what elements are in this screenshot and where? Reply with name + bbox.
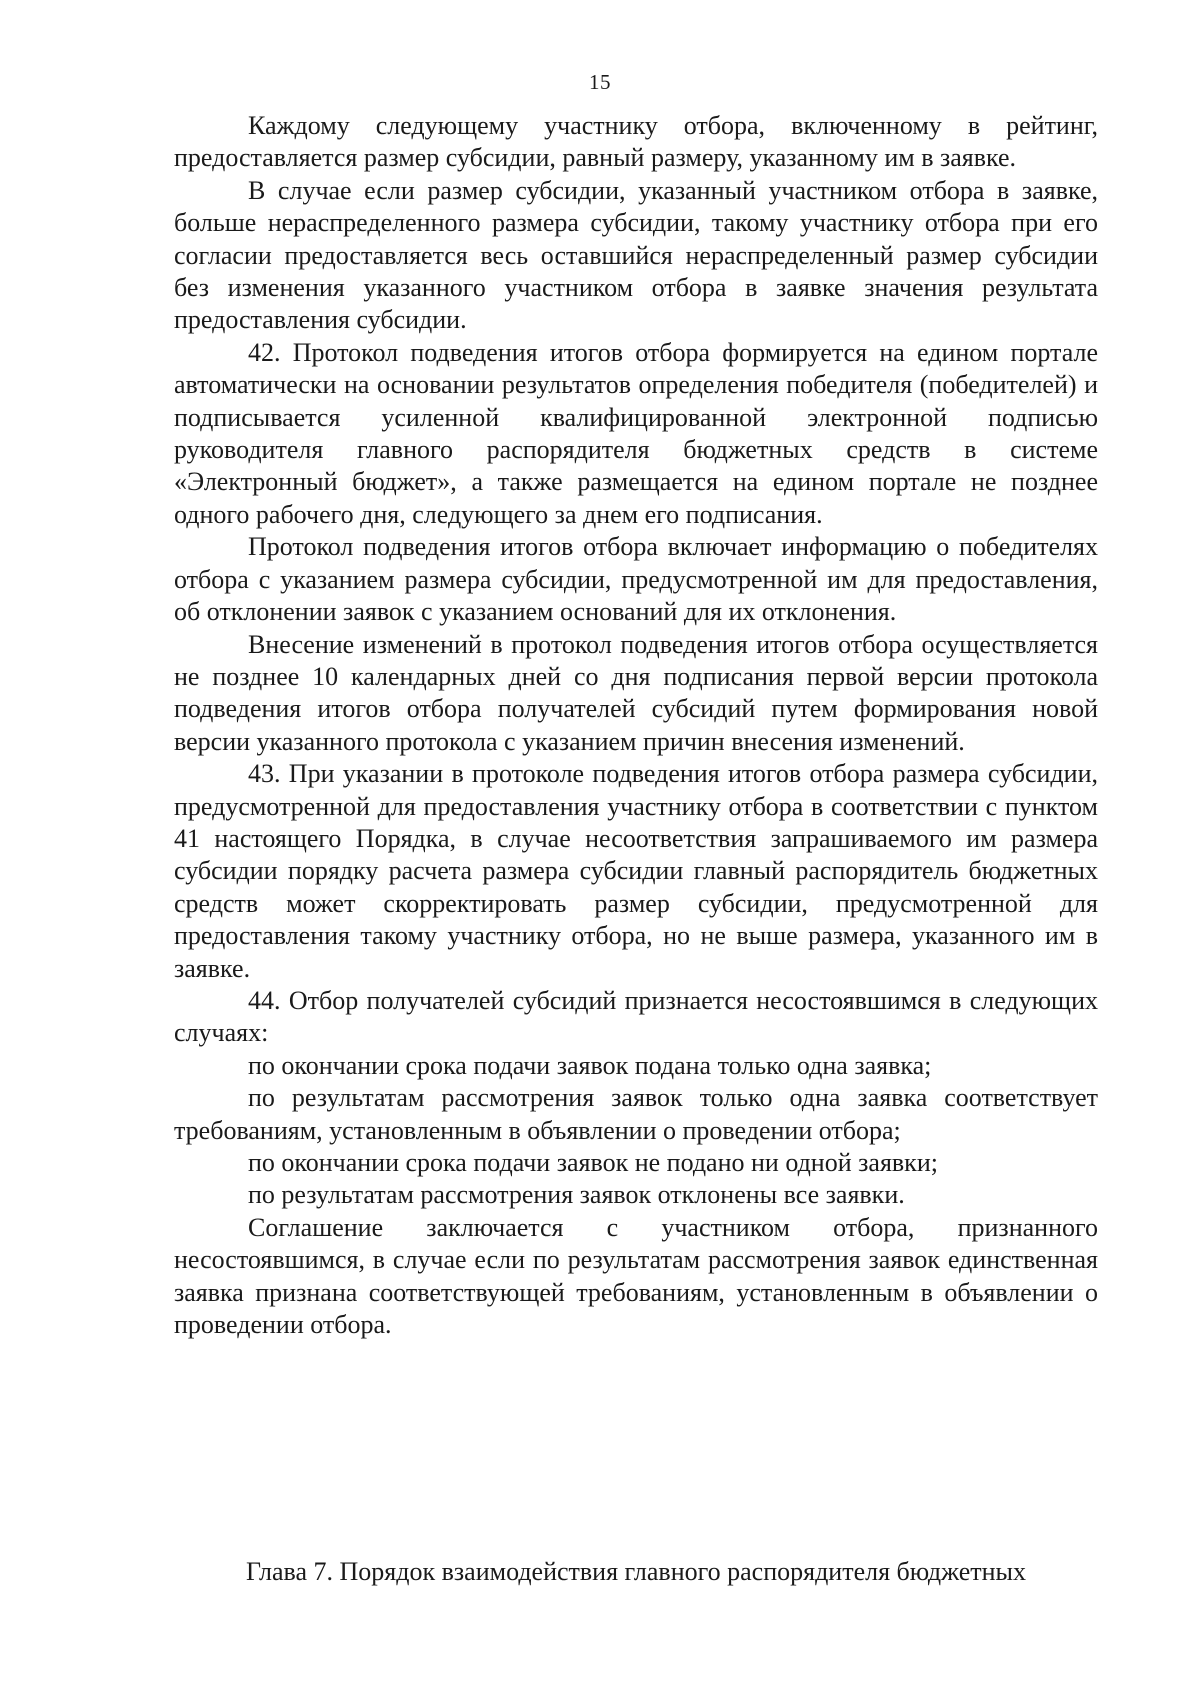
list-item: по окончании срока подачи заявок подана только одна заявка; — [248, 1050, 932, 1080]
paragraph: 43. При указании в протоколе подведения итогов отбора размера субсидии, предусмотренной для предоставления участнику отбора в соответствии с пунктом 41 настоящего Порядка, в случае несоответствия запрашиваемого им размера субсидии порядку расчета размера субсидии главный распорядитель бюджетных средств может скорректировать размер субсидии, предусмотренной для предоставления такому участнику отбора, но не выше размера, указанного им в заявке. — [174, 759, 1098, 983]
paragraph: В случае если размер субсидии, указанный участником отбора в заявке, больше нераспределенного размера субсидии, такому участнику отбора при его согласии предоставляется весь оставшийся нераспределенный размер субсидии без изменения указанного участником отбора в заявке значения результата предоставления субсидии. — [174, 175, 1098, 335]
page-number: 15 — [589, 70, 611, 94]
chapter-heading: Глава 7. Порядок взаимодействия главного распорядителя бюджетных — [245, 1557, 1027, 1586]
paragraph: Соглашение заключается с участником отбора, признанного несостоявшимся, в случае если по результатам рассмотрения заявок единственная заявка признана соответствующей требованиям, установленным в объявлении о проведении отбора. — [174, 1212, 1098, 1340]
paragraph: Протокол подведения итогов отбора включает информацию о победителях отбора с указанием размера субсидии, предусмотренной им для предоставления, об отклонении заявок с указанием оснований для их отклонения. — [174, 532, 1098, 627]
paragraph: Каждому следующему участнику отбора, включенному в рейтинг, предоставляется размер субсидии, равный размеру, указанному им в заявке. — [174, 111, 1098, 173]
list-item: по результатам рассмотрения заявок только одна заявка соответствует требованиям, установленным в объявлении о проведении отбора; — [174, 1083, 1098, 1145]
paragraph: 42. Протокол подведения итогов отбора формируется на едином портале автоматически на основании результатов определения победителя (победителей) и подписывается усиленной квалифицированной электронной подписью руководителя главного распорядителя бюджетных средств в системе «Электронный бюджет», а также размещается на едином портале не позднее одного рабочего дня, следующего за днем его подписания. — [174, 337, 1098, 529]
list-item: по результатам рассмотрения заявок отклонены все заявки. — [248, 1180, 905, 1210]
document-body — [174, 110, 1098, 1341]
paragraph: Внесение изменений в протокол подведения итогов отбора осуществляется не позднее 10 календарных дней со дня подписания первой версии протокола подведения итогов отбора получателей субсидий путем формирования новой версии указанного протокола с указанием причин внесения изменений. — [174, 629, 1098, 756]
paragraph: 44. Отбор получателей субсидий признается несостоявшимся в следующих случаях: — [174, 985, 1098, 1048]
list-item: по окончании срока подачи заявок не подано ни одной заявки; — [248, 1148, 938, 1177]
